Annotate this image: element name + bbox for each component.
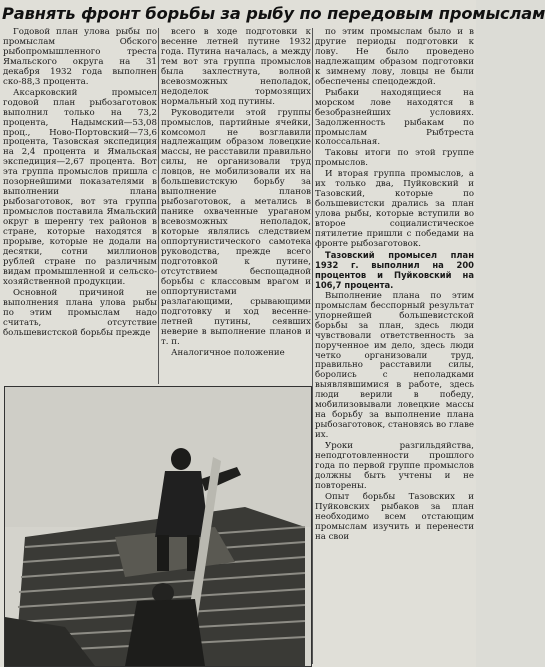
paragraph: Основной причиной не выполнения плана улова рыбы по этим промыслам надо считать, отсутствие большевистской борьбы прежде — [3, 287, 157, 338]
column-divider — [312, 28, 313, 664]
paragraph: Опыт борьбы Тазовских и Пуйковских рыбаков за план необходимо всем отстающим промыслам изучить и перенести на свои — [315, 491, 474, 542]
highlight-paragraph: Тазовский промысел план 1932 г. выполнил на 200 процентов и Пуйковский на 106,7 процента. — [315, 249, 474, 290]
paragraph: всего в ходе подготовки к весенне летней путине 1932 года. Путина началась, а между тем вот эта группа промыслов была захлестнута, волной всевозможных неполадок, недоделок тормозящих нормальный ход путины. — [161, 27, 311, 107]
paragraph: Выполнение плана по этим промыслам бесспорный результат упорнейшей большевистской борьбы за план, здесь люди чувствовали ответственность за порученное им дело, здесь люди четко организовали труд, правильно расставили силы, боролись с неполадками выявлявшимися в работе, здесь люди верили в победу, мобилизовывали ловецкие массы на борьбу за выполнение плана рыбозаготовок, становясь во главе их. — [315, 290, 474, 441]
paragraph: Аксарковский промысел годовой план рыбозаготовок выполнил только на 73,2 процента, Надымский—53,08 проц., Ново-Портовский—73,6 процента, Тазовская экспедиция на 2,4 процента и Ямальская экспедиция—2,67 процента. Вот эта группа промыслов пришла с позорнейшими показателями в выполнении плана рыбозаготовок, вот эта группа промыслов поставила Ямальский округ в шеренгу тех районов в стране, которые находятся в прорыве, которые не додали на десятки, сотни миллионов рублей стране по различным видам промышленной и сельско-хозяйственной продукции. — [3, 87, 157, 287]
photo-image — [5, 387, 311, 666]
paragraph: И вторая группа промыслов, а их только два, Пуйковский и Тазовский, которые по большевистски дрались за план улова рыбы, которые вступили во второе социалистическое пятилетие пришли с победами на фронте рыбозаготовок. — [315, 169, 474, 250]
paragraph: Таковы итоги по этой группе промыслов. — [315, 148, 474, 169]
paragraph: Рыбаки находящиеся на морском лове находятся в безобразнейших условиях. Задолженность рыбакам по промыслам Рыбтреста колоссальная. — [315, 87, 474, 148]
paragraph: Аналогичное положение — [171, 347, 285, 358]
headline: Равнять фронт борьбы за рыбу по передовым промыслам — [2, 4, 545, 23]
paragraph: Годовой план улова рыбы по промыслам Обского рыбопромышленного треста Ямальского округа на 31 декабря 1932 года выполнен ско-88,3 процента. — [3, 27, 157, 87]
paragraph: Уроки разгильдяйства, неподготовленности прошлого года по первой группе промыслов должны быть учтены и не повторены. — [315, 441, 474, 491]
article-column-1 — [3, 28, 157, 386]
paragraph: по этим промыслам было и в другие периоды подготовки к лову. Не было проведено надлежащим образом подготовки к зимнему лову, ловцы не были обеспечены спецодеждой. — [315, 27, 474, 87]
article-column-3 — [315, 28, 474, 662]
paragraph: Руководители этой группы промыслов, партийные ячейки, комсомол не возглавили надлежащим образом ловецкие массы, не расставили правильно силы, не организовали труд ловцов, не мобилизовали их на большевистскую борьбу за выполнение планов рыбозаготовок, а метались в панике охваченные ураганом всевозможных неполадок, которые являлись следствием оппортунистического самотека руководства, прежде всего подготовкой к путине, отсутствием беспощадной борьбы с классовым врагом и оппортунистами разлагающими, срывающими подготовку и ход весенне-летней путины, сеявших неверие в выполнение планов и т. п. — [161, 107, 311, 347]
news-photo — [4, 386, 312, 667]
column-divider — [158, 28, 159, 384]
article-column-2 — [161, 28, 311, 386]
